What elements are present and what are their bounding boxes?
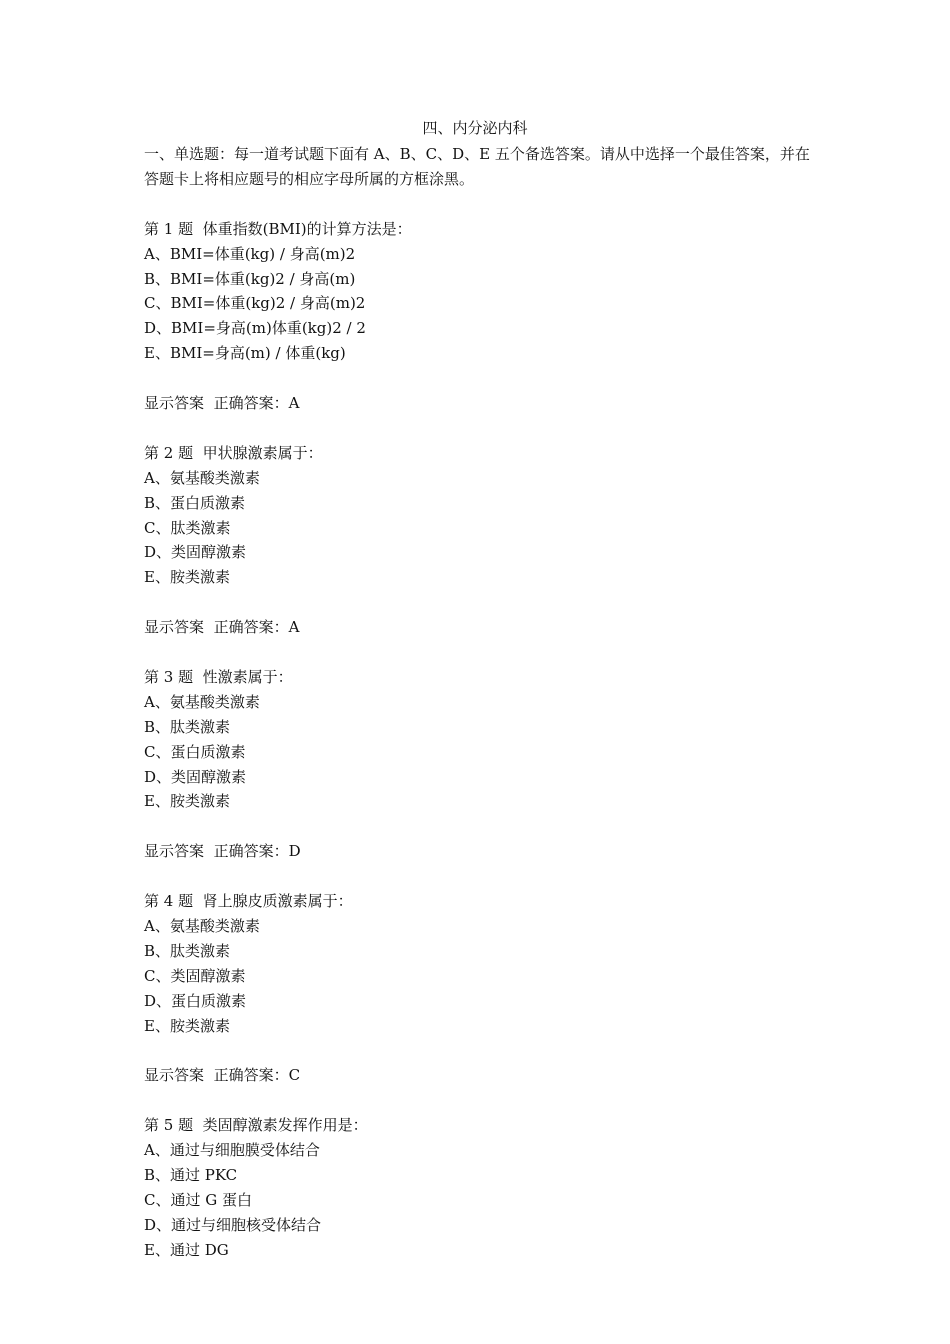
question-stem: 第 4 题 肾上腺皮质激素属于： — [144, 892, 353, 911]
spacer — [144, 590, 814, 615]
option-d: D、蛋白质激素 — [144, 991, 247, 1010]
spacer — [144, 864, 814, 889]
question-stem: 第 5 题 类固醇激素发挥作用是： — [144, 1116, 368, 1135]
question-stem: 第 3 题 性激素属于： — [144, 667, 293, 686]
spacer — [144, 1039, 814, 1064]
option-b: B、肽类激素 — [144, 941, 231, 960]
option-a: A、BMI=体重(kg) / 身高(m)2 — [144, 244, 356, 263]
answer-row — [144, 615, 814, 640]
option-a: A、氨基酸类激素 — [144, 468, 260, 487]
option-a: A、氨基酸类激素 — [144, 692, 260, 711]
option-c: C、蛋白质激素 — [144, 742, 246, 761]
option-e: E、BMI=身高(m) / 体重(kg) — [144, 344, 346, 363]
option-c: C、通过 G 蛋白 — [144, 1190, 252, 1209]
spacer — [144, 1088, 814, 1113]
option-d: D、类固醇激素 — [144, 767, 247, 786]
show-answer-link[interactable]: 显示答案 — [144, 1066, 205, 1085]
question-2 — [144, 441, 814, 665]
answer-row — [144, 391, 814, 416]
question-stem: 第 2 题 甲状腺激素属于： — [144, 443, 323, 462]
show-answer-link[interactable]: 显示答案 — [144, 618, 205, 637]
correct-answer: 正确答案：C — [213, 1066, 301, 1085]
spacer — [144, 192, 814, 217]
question-4 — [144, 889, 814, 1113]
option-d: D、类固醇激素 — [144, 543, 247, 562]
option-b: B、通过 PKC — [144, 1166, 238, 1185]
option-e: E、胺类激素 — [144, 568, 230, 587]
correct-answer: 正确答案：A — [213, 618, 300, 637]
spacer — [144, 416, 814, 441]
correct-answer: 正确答案：D — [213, 842, 301, 861]
instructions-paragraph: 一、单选题：每一道考试题下面有 A、B、C、D、E 五个备选答案。请从中选择一个最佳答案，并在答题卡上将相应题号的相应字母所属的方框涂黑。 — [144, 145, 810, 188]
answer-row — [144, 839, 814, 864]
answer-row — [144, 1063, 814, 1088]
question-5 — [144, 1113, 814, 1262]
option-b: B、蛋白质激素 — [144, 493, 246, 512]
option-d: D、BMI=身高(m)体重(kg)2 / 2 — [144, 319, 366, 338]
spacer — [144, 814, 814, 839]
option-e: E、胺类激素 — [144, 1016, 230, 1035]
show-answer-link[interactable]: 显示答案 — [144, 394, 205, 413]
option-e: E、胺类激素 — [144, 792, 230, 811]
option-b: B、BMI=体重(kg)2 / 身高(m) — [144, 269, 356, 288]
option-c: C、肽类激素 — [144, 518, 231, 537]
document-body — [144, 142, 814, 1263]
question-stem: 第 1 题 体重指数(BMI)的计算方法是： — [144, 219, 412, 238]
question-3 — [144, 665, 814, 889]
option-a: A、通过与细胞膜受体结合 — [144, 1141, 320, 1160]
show-answer-link[interactable]: 显示答案 — [144, 842, 205, 861]
option-b: B、肽类激素 — [144, 717, 231, 736]
spacer — [144, 640, 814, 665]
option-a: A、氨基酸类激素 — [144, 916, 260, 935]
option-e: E、通过 DG — [144, 1240, 229, 1259]
option-c: C、类固醇激素 — [144, 966, 246, 985]
spacer — [144, 366, 814, 391]
document-title: 四、内分泌内科 — [422, 119, 528, 137]
question-1 — [144, 217, 814, 441]
option-c: C、BMI=体重(kg)2 / 身高(m)2 — [144, 294, 366, 313]
option-d: D、通过与细胞核受体结合 — [144, 1215, 322, 1234]
correct-answer: 正确答案：A — [213, 394, 300, 413]
